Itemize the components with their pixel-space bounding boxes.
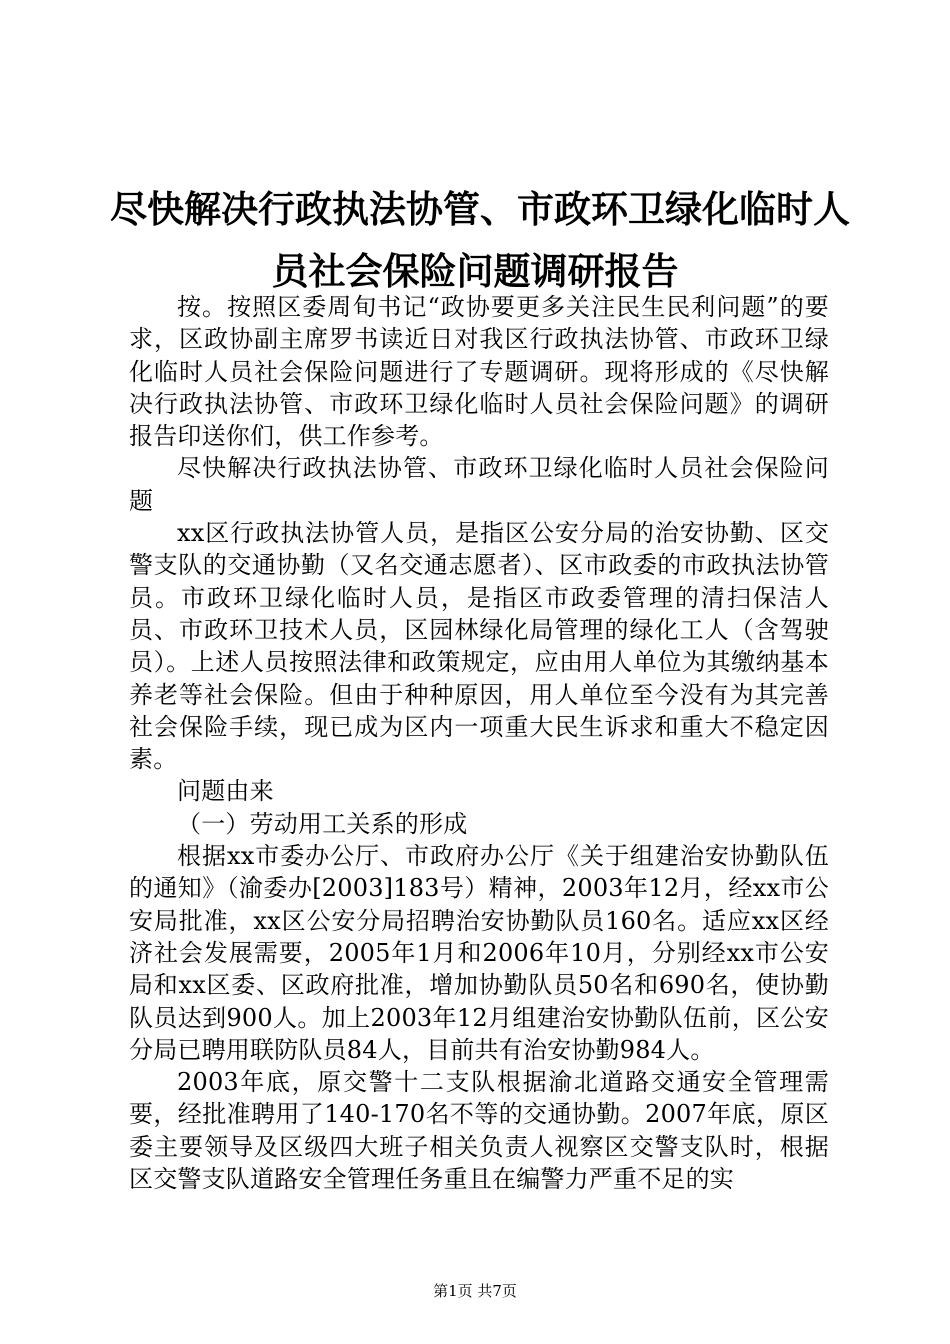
subsection-heading: （一）劳动用工关系的形成 [177,809,468,838]
paragraph-intro: xx区行政执法协管人员，是指区公安分局的治安协勤、区交警支队的交通协勤（又名交通志愿者）、区市政委的市政执法协管员。市政环卫绿化临时人员，是指区市政委管理的清扫保洁人员、市政环卫技术人员，区园林绿化局管理的绿化工人（含驾驶员）。上述人员按照法律和政策规定，应由用人单位为其缴纳基本养老等社会保险。但由于种种原因，用人单位至今没有为其完善社会保险手续，现已成为区内一项重大民生诉求和重大不稳定因素。 [129,519,829,774]
paragraph-preface: 按。按照区委周旬书记“政协要更多关注民生民利问题”的要求，区政协副主席罗书读近日对我区行政执法协管、市政环卫绿化临时人员社会保险问题进行了专题调研。现将形成的《尽快解决行政执法协管、市政环卫绿化临时人员社会保险问题》的调研报告印送你们，供工作参考。 [129,293,829,451]
document-title-line-2: 员社会保险问题调研报告 [271,249,679,293]
section-heading: 问题由来 [177,777,274,806]
document-body [129,291,829,1195]
paragraph-security-auxiliary: 根据xx市委办公厅、市政府办公厅《关于组建治安协勤队伍的通知》（渝委办[2003]183号）精神，2003年12月，经xx市公安局批准，xx区公安分局招聘治安协勤队员160名。适应xx区经济社会发展需要，2005年1月和2006年10月，分别经xx市公安局和xx区委、区政府批准，增加协勤队员50名和690名，使协勤队员达到900人。加上2003年12月组建治安协勤队伍前，区公安分局已聘用联防队员84人，目前共有治安协勤984人。 [129,842,829,1064]
paragraph-subtitle: 尽快解决行政执法协管、市政环卫绿化临时人员社会保险问题 [129,454,829,515]
page-footer: 第1页 共7页 [433,1282,517,1300]
document-title-line-1: 尽快解决行政执法协管、市政环卫绿化临时人 [110,187,850,231]
paragraph-traffic-auxiliary: 2003年底，原交警十二支队根据渝北道路交通安全管理需要，经批准聘用了140-170名不等的交通协勤。2007年底，原区委主要领导及区级四大班子相关负责人视察区交警支队时，根据区交警支队道路安全管理任务重且在编警力严重不足的实 [129,1068,829,1194]
